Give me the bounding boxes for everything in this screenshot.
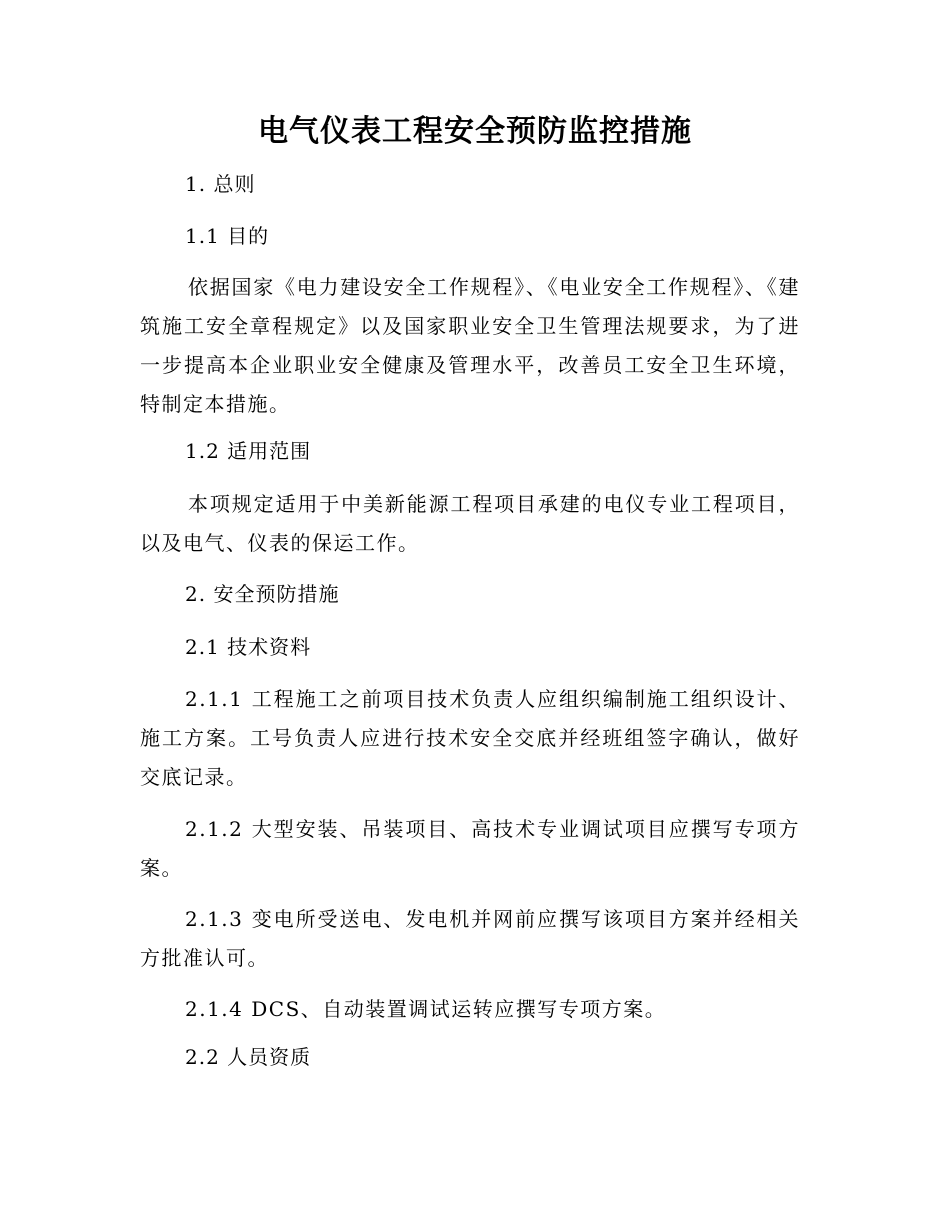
paragraph-scope: 本项规定适用于中美新能源工程项目承建的电仪专业工程项目，以及电气、仪表的保运工作。 — [140, 492, 800, 555]
section-heading-2: 2. 安全预防措施 — [185, 582, 340, 606]
section-heading-1: 1. 总则 — [185, 172, 256, 196]
paragraph-2-1-2: 2.1.2 大型安装、吊装项目、高技术专业调试项目应撰写专项方案。 — [140, 817, 800, 880]
document-title: 电气仪表工程安全预防监控措施 — [258, 114, 692, 149]
section-heading-1-2: 1.2 适用范围 — [185, 439, 312, 463]
paragraph-purpose: 依据国家《电力建设安全工作规程》、《电业安全工作规程》、《建筑施工安全章程规定》以及国家职业安全卫生管理法规要求，为了进一步提高本企业职业安全健康及管理水平，改善员工安全卫生环境，特制定本措施。 — [140, 275, 800, 416]
section-heading-2-2: 2.2 人员资质 — [185, 1045, 312, 1069]
paragraph-2-1-3: 2.1.3 变电所受送电、发电机并网前应撰写该项目方案并经相关方批准认可。 — [140, 907, 800, 970]
section-heading-1-1: 1.1 目的 — [185, 224, 270, 248]
paragraph-2-1-1: 2.1.1 工程施工之前项目技术负责人应组织编制施工组织设计、施工方案。工号负责人应进行技术安全交底并经班组签字确认，做好交底记录。 — [140, 687, 800, 789]
paragraph-2-1-4: 2.1.4 DCS、自动装置调试运转应撰写专项方案。 — [185, 997, 667, 1021]
section-heading-2-1: 2.1 技术资料 — [185, 635, 312, 659]
